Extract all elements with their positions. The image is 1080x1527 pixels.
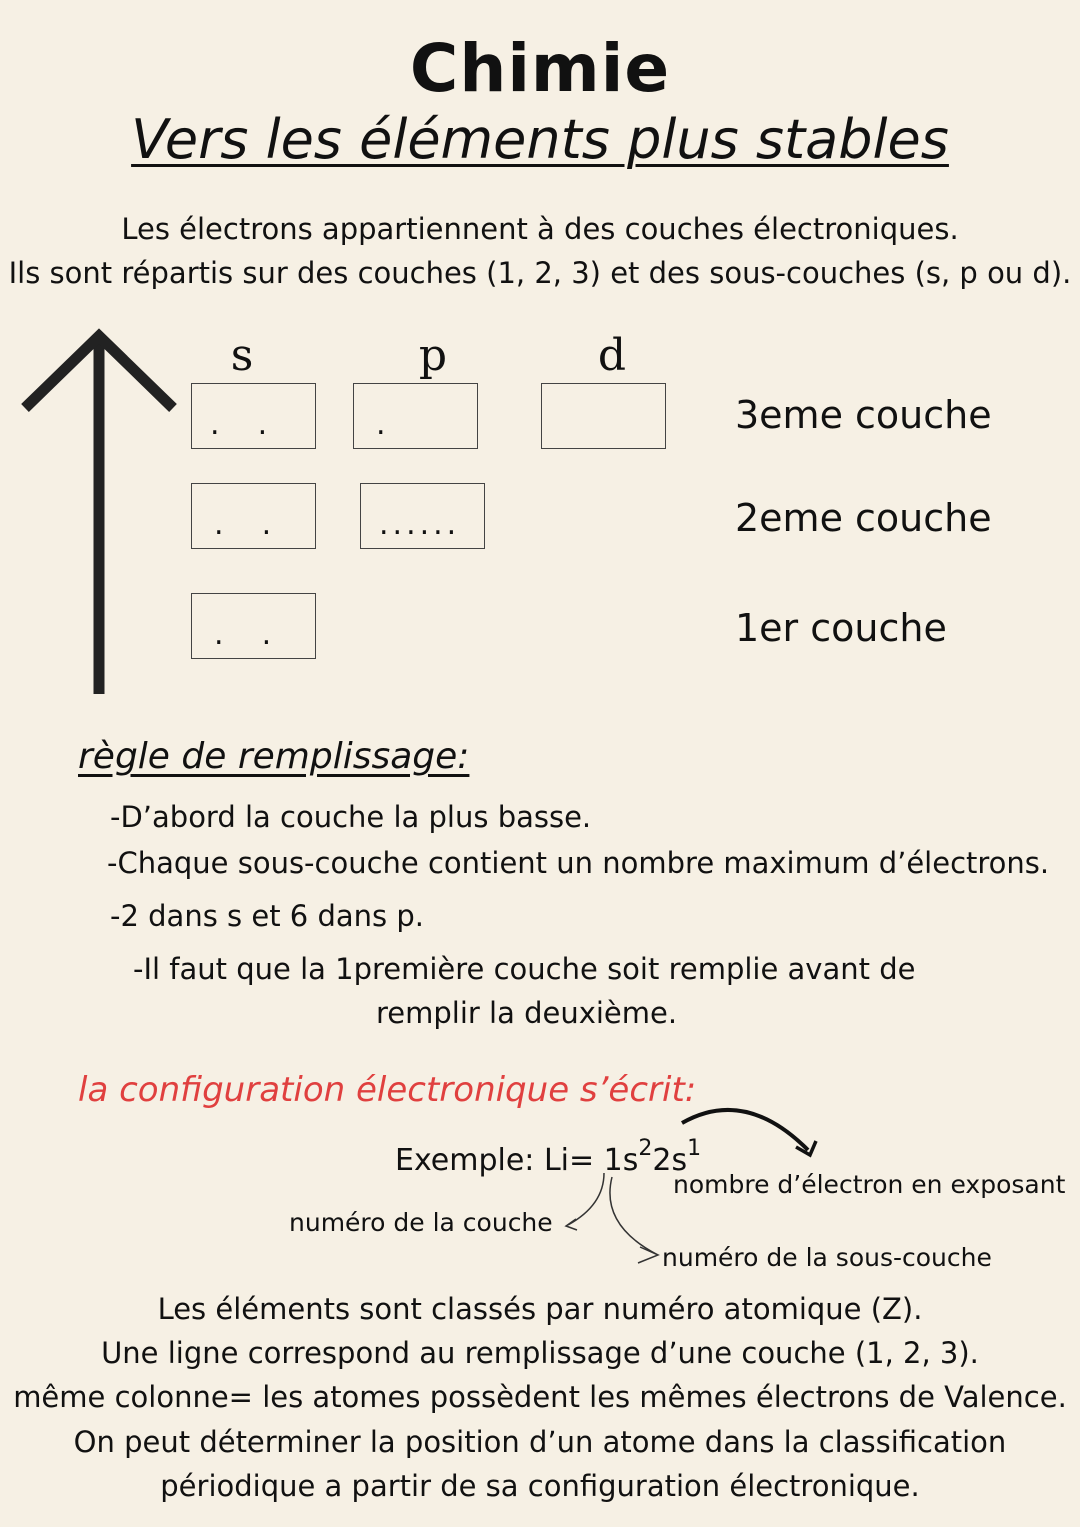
electron-dots: . <box>376 407 386 442</box>
electron-dots: . . <box>214 507 272 542</box>
orbital-box-1s <box>191 593 316 659</box>
electron-dots: ...... <box>379 507 461 542</box>
electron-dots: . . <box>214 617 272 652</box>
config-title: la configuration électronique s’écrit: <box>78 1070 697 1110</box>
bottom-line-5: périodique a partir de sa configuration électronique. <box>160 1469 920 1503</box>
intro-line-1: Les électrons appartiennent à des couches électroniques. <box>121 212 959 246</box>
bottom-line-3: même colonne= les atomes possèdent les mêmes électrons de Valence. <box>13 1380 1067 1414</box>
shell-label-3: 3eme couche <box>735 393 992 437</box>
orbital-box-3d <box>541 383 666 449</box>
orbital-box-3s <box>191 383 316 449</box>
example-prefix: Exemple: Li= 1s <box>395 1143 639 1178</box>
intro-line-2: Ils sont répartis sur des couches (1, 2, 3) et des sous-couches (s, p ou d). <box>8 256 1072 290</box>
bottom-line-2: Une ligne correspond au remplissage d’une couche (1, 2, 3). <box>101 1336 979 1370</box>
annotation-shell: numéro de la couche <box>289 1208 553 1237</box>
subshell-label-d: d <box>597 330 627 381</box>
rule-item: remplir la deuxième. <box>376 996 678 1030</box>
annotation-exponent: nombre d’électron en exposant <box>673 1170 1066 1199</box>
rule-item: -Chaque sous-couche contient un nombre maximum d’électrons. <box>107 846 1050 880</box>
example-mid: 2s <box>652 1143 688 1178</box>
orbital-box-2p <box>360 483 485 549</box>
exponent-1: 2 <box>638 1136 653 1161</box>
rule-item: -2 dans s et 6 dans p. <box>110 899 424 933</box>
page-title: Chimie <box>409 30 671 107</box>
orbital-box-2s <box>191 483 316 549</box>
subshell-label-p: p <box>418 330 448 381</box>
rule-item: -D’abord la couche la plus basse. <box>110 800 592 834</box>
bottom-line-4: On peut déterminer la position d’un atome dans la classification <box>73 1425 1007 1459</box>
page-subtitle <box>0 108 1080 171</box>
shell-label-2: 2eme couche <box>735 496 992 540</box>
subtitle-text: Vers les éléments plus stables <box>131 108 949 171</box>
bottom-line-1: Les éléments sont classés par numéro atomique (Z). <box>157 1292 923 1326</box>
annotation-subshell: numéro de la sous-couche <box>662 1243 992 1272</box>
exponent-2: 1 <box>687 1136 702 1161</box>
orbital-box-3p <box>353 383 478 449</box>
rule-item: -Il faut que la 1première couche soit remplie avant de <box>133 952 916 986</box>
energy-arrow-icon <box>15 320 190 700</box>
electron-dots: . . <box>210 407 268 442</box>
subshell-label-s: s <box>230 330 254 381</box>
shell-label-1: 1er couche <box>735 606 947 650</box>
rules-title: règle de remplissage: <box>78 736 470 777</box>
